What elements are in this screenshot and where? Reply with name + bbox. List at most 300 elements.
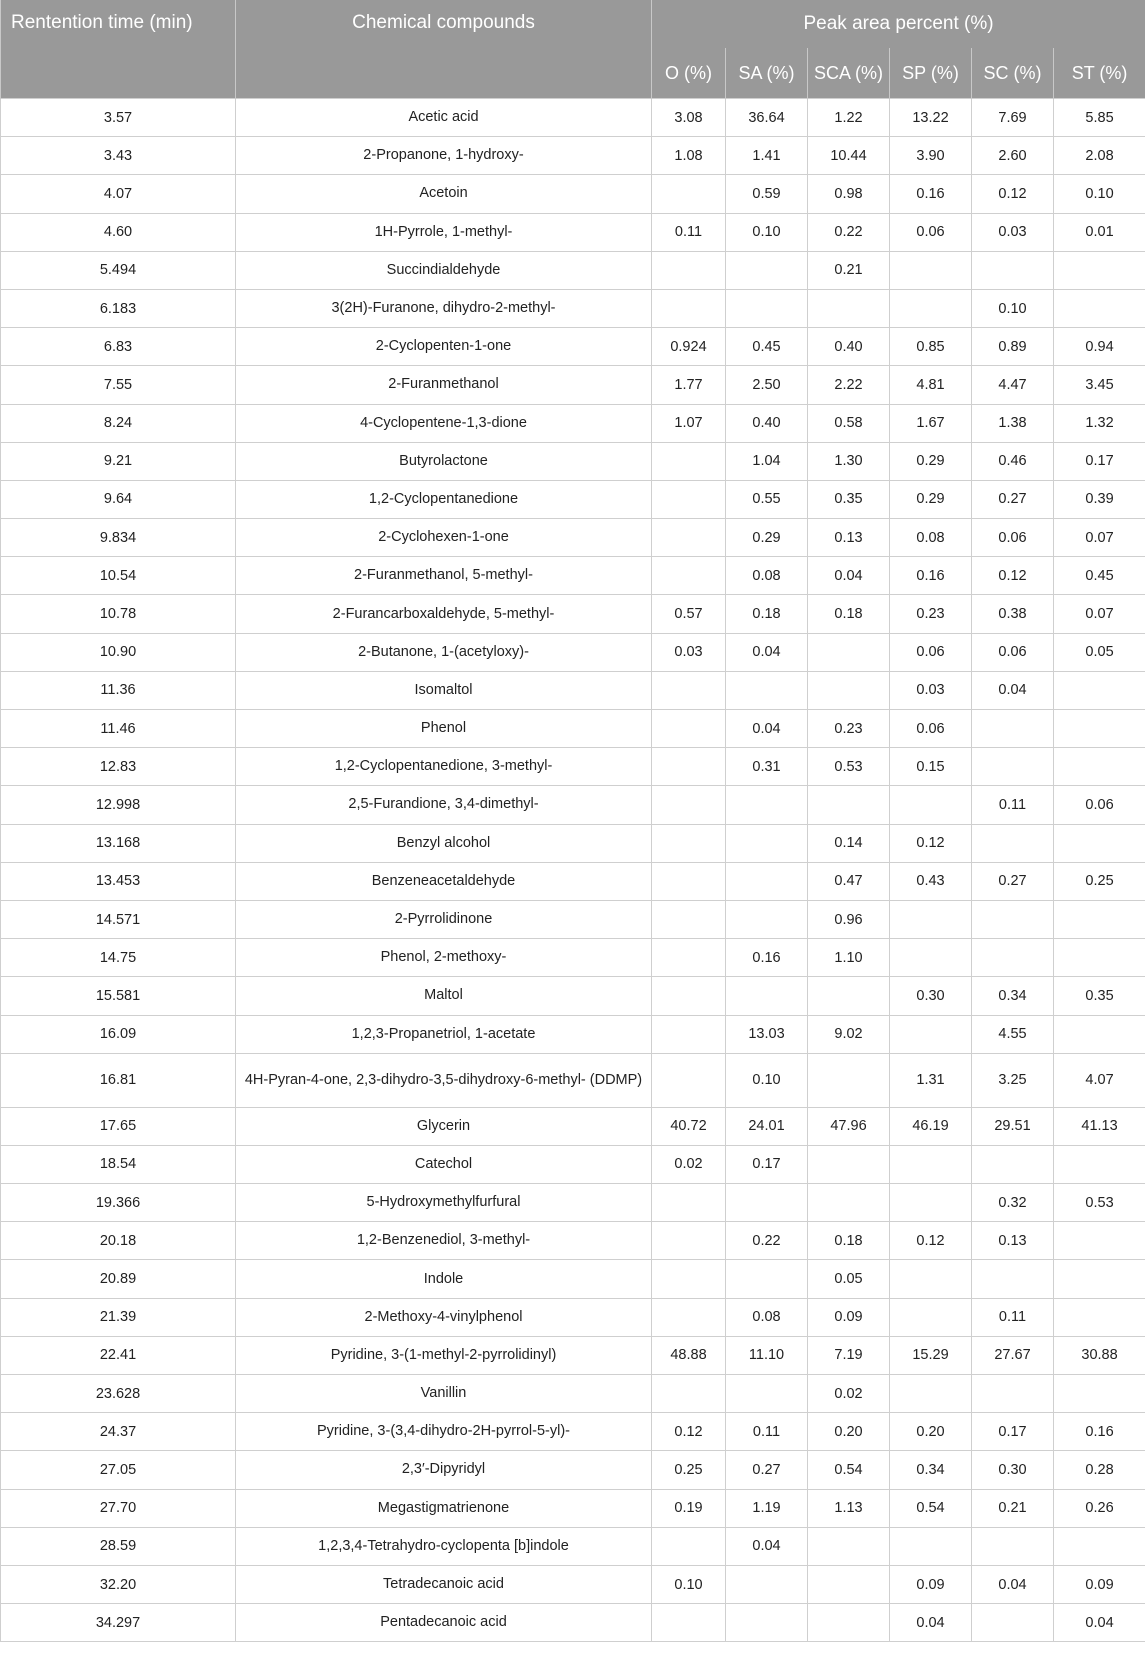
value-cell-o: [652, 786, 726, 824]
compound-cell: 2-Butanone, 1-(acetyloxy)-: [236, 633, 652, 671]
value-cell-o: [652, 480, 726, 518]
value-cell-sp: [890, 1527, 972, 1565]
value-cell-st: [1054, 748, 1145, 786]
compound-cell: Indole: [236, 1260, 652, 1298]
table-row: [1, 442, 1145, 480]
compound-cell: Pyridine, 3-(1-methyl-2-pyrrolidinyl): [236, 1336, 652, 1374]
value-cell-st: [1054, 710, 1145, 748]
value-cell-sca: [808, 1053, 890, 1107]
table-row: [1, 748, 1145, 786]
value-cell-o: [652, 977, 726, 1015]
table-row: [1, 786, 1145, 824]
value-cell-sa: 0.55: [726, 480, 808, 518]
compound-cell: 3(2H)-Furanone, dihydro-2-methyl-: [236, 289, 652, 327]
value-cell-sca: 0.96: [808, 900, 890, 938]
value-cell-sca: 0.04: [808, 557, 890, 595]
value-cell-sca: [808, 1565, 890, 1603]
compound-cell: Megastigmatrienone: [236, 1489, 652, 1527]
compound-cell: Vanillin: [236, 1375, 652, 1413]
value-cell-sp: 0.85: [890, 328, 972, 366]
value-cell-sa: 36.64: [726, 99, 808, 137]
value-cell-sp: 0.06: [890, 633, 972, 671]
value-cell-sp: [890, 1260, 972, 1298]
table-row: [1, 99, 1145, 137]
value-cell-sc: 0.13: [972, 1222, 1054, 1260]
value-cell-sca: 0.09: [808, 1298, 890, 1336]
value-cell-sp: 13.22: [890, 99, 972, 137]
value-cell-sa: 13.03: [726, 1015, 808, 1053]
table-body: [1, 99, 1145, 1642]
value-cell-st: [1054, 1145, 1145, 1183]
compound-cell: Pentadecanoic acid: [236, 1604, 652, 1642]
value-cell-st: 0.06: [1054, 786, 1145, 824]
table-row: [1, 710, 1145, 748]
value-cell-sca: [808, 289, 890, 327]
value-cell-sca: 47.96: [808, 1107, 890, 1145]
retention-time-cell: 5.494: [1, 251, 236, 289]
retention-time-cell: 7.55: [1, 366, 236, 404]
compound-cell: Benzyl alcohol: [236, 824, 652, 862]
retention-time-cell: 9.21: [1, 442, 236, 480]
retention-time-cell: 20.89: [1, 1260, 236, 1298]
retention-time-cell: 9.834: [1, 519, 236, 557]
value-cell-sa: [726, 1184, 808, 1222]
compound-cell: Tetradecanoic acid: [236, 1565, 652, 1603]
value-cell-st: 0.39: [1054, 480, 1145, 518]
retention-time-cell: 11.36: [1, 671, 236, 709]
value-cell-sa: 1.19: [726, 1489, 808, 1527]
value-cell-st: 0.28: [1054, 1451, 1145, 1489]
value-cell-sc: 0.04: [972, 671, 1054, 709]
value-cell-sc: 3.25: [972, 1053, 1054, 1107]
value-cell-sp: 0.08: [890, 519, 972, 557]
retention-time-cell: 20.18: [1, 1222, 236, 1260]
value-cell-sa: 0.40: [726, 404, 808, 442]
retention-time-cell: 12.998: [1, 786, 236, 824]
value-cell-sp: 0.54: [890, 1489, 972, 1527]
value-cell-sca: 0.02: [808, 1375, 890, 1413]
value-cell-o: [652, 671, 726, 709]
compound-cell: 5-Hydroxymethylfurfural: [236, 1184, 652, 1222]
retention-time-cell: 34.297: [1, 1604, 236, 1642]
compound-cell: 2-Methoxy-4-vinylphenol: [236, 1298, 652, 1336]
compound-cell: 2,3′-Dipyridyl: [236, 1451, 652, 1489]
retention-time-cell: 4.60: [1, 213, 236, 251]
peak-area-header: Peak area percent (%): [652, 0, 1145, 48]
value-cell-o: 0.19: [652, 1489, 726, 1527]
retention-time-cell: 10.78: [1, 595, 236, 633]
compound-cell: Succindialdehyde: [236, 251, 652, 289]
value-cell-sc: 0.10: [972, 289, 1054, 327]
value-cell-sp: 0.43: [890, 862, 972, 900]
table-row: [1, 366, 1145, 404]
value-cell-sp: 0.12: [890, 1222, 972, 1260]
value-cell-o: 0.924: [652, 328, 726, 366]
value-cell-sca: [808, 1527, 890, 1565]
value-cell-sc: 29.51: [972, 1107, 1054, 1145]
value-cell-sca: 7.19: [808, 1336, 890, 1374]
compound-cell: 2-Cyclopenten-1-one: [236, 328, 652, 366]
value-cell-sc: 0.27: [972, 480, 1054, 518]
value-cell-sca: 0.53: [808, 748, 890, 786]
value-cell-sp: 4.81: [890, 366, 972, 404]
value-cell-sc: [972, 939, 1054, 977]
value-cell-st: 3.45: [1054, 366, 1145, 404]
table-row: [1, 1413, 1145, 1451]
value-cell-sca: 0.40: [808, 328, 890, 366]
value-cell-sa: 0.04: [726, 633, 808, 671]
table-row: [1, 1107, 1145, 1145]
chemical-compounds-header: Chemical compounds: [236, 0, 652, 99]
value-cell-st: [1054, 671, 1145, 709]
table-row: [1, 1015, 1145, 1053]
retention-time-cell: 6.83: [1, 328, 236, 366]
value-cell-sa: [726, 251, 808, 289]
value-cell-o: 0.11: [652, 213, 726, 251]
value-cell-sp: 0.20: [890, 1413, 972, 1451]
value-cell-sc: 0.06: [972, 519, 1054, 557]
value-cell-o: 48.88: [652, 1336, 726, 1374]
value-cell-sc: 7.69: [972, 99, 1054, 137]
value-cell-st: 0.07: [1054, 595, 1145, 633]
retention-time-cell: 14.571: [1, 900, 236, 938]
value-cell-o: [652, 289, 726, 327]
value-cell-o: 40.72: [652, 1107, 726, 1145]
value-cell-sp: 0.06: [890, 710, 972, 748]
value-cell-sc: 0.32: [972, 1184, 1054, 1222]
value-cell-sc: 0.34: [972, 977, 1054, 1015]
table-row: [1, 900, 1145, 938]
value-cell-sca: 0.14: [808, 824, 890, 862]
value-cell-st: 0.53: [1054, 1184, 1145, 1222]
retention-time-cell: 11.46: [1, 710, 236, 748]
value-cell-st: 0.07: [1054, 519, 1145, 557]
value-cell-st: 0.10: [1054, 175, 1145, 213]
value-cell-o: 3.08: [652, 99, 726, 137]
value-cell-o: [652, 824, 726, 862]
value-cell-sp: 0.16: [890, 175, 972, 213]
value-cell-st: [1054, 1375, 1145, 1413]
value-cell-o: [652, 1260, 726, 1298]
value-cell-sa: 0.59: [726, 175, 808, 213]
table-row: [1, 1184, 1145, 1222]
value-cell-st: [1054, 1298, 1145, 1336]
value-cell-o: [652, 519, 726, 557]
col-header-o: O (%): [652, 48, 726, 99]
value-cell-o: [652, 862, 726, 900]
retention-time-cell: 16.09: [1, 1015, 236, 1053]
value-cell-sc: [972, 710, 1054, 748]
value-cell-o: [652, 1053, 726, 1107]
value-cell-sa: 0.08: [726, 557, 808, 595]
value-cell-sc: [972, 748, 1054, 786]
value-cell-st: 0.35: [1054, 977, 1145, 1015]
compound-cell: 1,2-Cyclopentanedione: [236, 480, 652, 518]
value-cell-sca: [808, 977, 890, 1015]
table-row: [1, 1222, 1145, 1260]
value-cell-sp: [890, 1145, 972, 1183]
value-cell-o: [652, 748, 726, 786]
retention-time-cell: 32.20: [1, 1565, 236, 1603]
value-cell-st: 0.04: [1054, 1604, 1145, 1642]
value-cell-sc: 0.30: [972, 1451, 1054, 1489]
value-cell-sc: 0.04: [972, 1565, 1054, 1603]
value-cell-sa: [726, 900, 808, 938]
value-cell-sca: 0.47: [808, 862, 890, 900]
value-cell-o: 0.25: [652, 1451, 726, 1489]
value-cell-sc: [972, 1375, 1054, 1413]
value-cell-o: [652, 442, 726, 480]
value-cell-sca: 0.18: [808, 595, 890, 633]
compound-cell: 2-Cyclohexen-1-one: [236, 519, 652, 557]
value-cell-sca: 10.44: [808, 137, 890, 175]
value-cell-sc: 0.11: [972, 1298, 1054, 1336]
table-header: [1, 0, 1145, 99]
value-cell-o: [652, 1184, 726, 1222]
value-cell-sc: 27.67: [972, 1336, 1054, 1374]
compound-cell: Phenol: [236, 710, 652, 748]
value-cell-sca: 0.21: [808, 251, 890, 289]
retention-time-header: Rentention time (min): [1, 0, 236, 99]
table-row: [1, 1053, 1145, 1107]
value-cell-st: 4.07: [1054, 1053, 1145, 1107]
value-cell-sc: 0.06: [972, 633, 1054, 671]
retention-time-cell: 3.43: [1, 137, 236, 175]
col-header-sc: SC (%): [972, 48, 1054, 99]
value-cell-sca: 0.18: [808, 1222, 890, 1260]
col-header-sa: SA (%): [726, 48, 808, 99]
value-cell-st: 5.85: [1054, 99, 1145, 137]
value-cell-sp: 0.29: [890, 442, 972, 480]
value-cell-o: [652, 1222, 726, 1260]
table-row: [1, 633, 1145, 671]
table-row: [1, 939, 1145, 977]
retention-time-cell: 27.70: [1, 1489, 236, 1527]
value-cell-o: 1.77: [652, 366, 726, 404]
value-cell-sc: [972, 1527, 1054, 1565]
compound-cell: Maltol: [236, 977, 652, 1015]
retention-time-cell: 15.581: [1, 977, 236, 1015]
retention-time-cell: 27.05: [1, 1451, 236, 1489]
value-cell-sc: [972, 900, 1054, 938]
table-row: [1, 824, 1145, 862]
value-cell-sca: 0.13: [808, 519, 890, 557]
value-cell-sp: [890, 939, 972, 977]
compound-cell: 4-Cyclopentene-1,3-dione: [236, 404, 652, 442]
value-cell-st: 30.88: [1054, 1336, 1145, 1374]
value-cell-sa: [726, 786, 808, 824]
value-cell-sc: 0.89: [972, 328, 1054, 366]
retention-time-cell: 10.90: [1, 633, 236, 671]
retention-time-cell: 17.65: [1, 1107, 236, 1145]
value-cell-o: 1.08: [652, 137, 726, 175]
compound-cell: Pyridine, 3-(3,4-dihydro-2H-pyrrol-5-yl)-: [236, 1413, 652, 1451]
value-cell-o: [652, 557, 726, 595]
value-cell-st: [1054, 1015, 1145, 1053]
value-cell-sa: [726, 1375, 808, 1413]
value-cell-sp: 0.06: [890, 213, 972, 251]
value-cell-sa: 11.10: [726, 1336, 808, 1374]
value-cell-sp: 0.23: [890, 595, 972, 633]
value-cell-st: 0.94: [1054, 328, 1145, 366]
value-cell-sca: [808, 1145, 890, 1183]
value-cell-sc: 0.11: [972, 786, 1054, 824]
col-header-sca: SCA (%): [808, 48, 890, 99]
value-cell-sa: 1.04: [726, 442, 808, 480]
value-cell-sc: 4.47: [972, 366, 1054, 404]
table-row: [1, 328, 1145, 366]
value-cell-sc: [972, 1260, 1054, 1298]
value-cell-sca: 0.54: [808, 1451, 890, 1489]
retention-time-cell: 28.59: [1, 1527, 236, 1565]
compound-cell: Catechol: [236, 1145, 652, 1183]
value-cell-st: [1054, 289, 1145, 327]
value-cell-sa: 0.18: [726, 595, 808, 633]
value-cell-sp: 0.04: [890, 1604, 972, 1642]
retention-time-cell: 12.83: [1, 748, 236, 786]
value-cell-sp: [890, 289, 972, 327]
value-cell-st: 0.26: [1054, 1489, 1145, 1527]
value-cell-st: 0.09: [1054, 1565, 1145, 1603]
value-cell-sp: 0.12: [890, 824, 972, 862]
value-cell-sa: 0.16: [726, 939, 808, 977]
value-cell-sa: 0.10: [726, 213, 808, 251]
value-cell-sp: 1.67: [890, 404, 972, 442]
table-row: [1, 404, 1145, 442]
value-cell-sc: [972, 251, 1054, 289]
value-cell-st: [1054, 824, 1145, 862]
value-cell-st: 0.01: [1054, 213, 1145, 251]
retention-time-cell: 13.453: [1, 862, 236, 900]
value-cell-sa: [726, 824, 808, 862]
value-cell-st: 2.08: [1054, 137, 1145, 175]
value-cell-sc: 0.46: [972, 442, 1054, 480]
value-cell-sp: 0.03: [890, 671, 972, 709]
value-cell-sc: [972, 1145, 1054, 1183]
value-cell-sca: 0.35: [808, 480, 890, 518]
compound-cell: 1,2,3-Propanetriol, 1-acetate: [236, 1015, 652, 1053]
value-cell-st: [1054, 939, 1145, 977]
table-row: [1, 1375, 1145, 1413]
compound-cell: 2-Furanmethanol: [236, 366, 652, 404]
value-cell-sca: 0.05: [808, 1260, 890, 1298]
value-cell-sc: 4.55: [972, 1015, 1054, 1053]
value-cell-sp: 0.15: [890, 748, 972, 786]
value-cell-sa: 0.27: [726, 1451, 808, 1489]
compound-cell: 2-Furanmethanol, 5-methyl-: [236, 557, 652, 595]
retention-time-cell: 6.183: [1, 289, 236, 327]
value-cell-sc: 0.27: [972, 862, 1054, 900]
value-cell-sp: [890, 786, 972, 824]
value-cell-st: 0.25: [1054, 862, 1145, 900]
retention-time-cell: 4.07: [1, 175, 236, 213]
value-cell-sca: 2.22: [808, 366, 890, 404]
value-cell-sa: 0.31: [726, 748, 808, 786]
value-cell-sp: 46.19: [890, 1107, 972, 1145]
value-cell-sa: 24.01: [726, 1107, 808, 1145]
compound-cell: Glycerin: [236, 1107, 652, 1145]
value-cell-o: [652, 939, 726, 977]
value-cell-sca: 1.10: [808, 939, 890, 977]
value-cell-st: [1054, 1222, 1145, 1260]
value-cell-sc: 0.03: [972, 213, 1054, 251]
table-row: [1, 977, 1145, 1015]
value-cell-sa: 0.11: [726, 1413, 808, 1451]
value-cell-sca: [808, 786, 890, 824]
value-cell-st: [1054, 1260, 1145, 1298]
value-cell-sc: [972, 1604, 1054, 1642]
value-cell-sp: [890, 1015, 972, 1053]
table-row: [1, 1565, 1145, 1603]
value-cell-o: 0.57: [652, 595, 726, 633]
table-row: [1, 1260, 1145, 1298]
retention-time-cell: 9.64: [1, 480, 236, 518]
value-cell-sp: [890, 1184, 972, 1222]
value-cell-sa: 0.17: [726, 1145, 808, 1183]
table-row: [1, 1489, 1145, 1527]
value-cell-st: 0.16: [1054, 1413, 1145, 1451]
retention-time-cell: 10.54: [1, 557, 236, 595]
value-cell-sp: 3.90: [890, 137, 972, 175]
compound-cell: Acetoin: [236, 175, 652, 213]
value-cell-sp: 0.09: [890, 1565, 972, 1603]
value-cell-sca: [808, 1184, 890, 1222]
value-cell-st: 0.17: [1054, 442, 1145, 480]
retention-time-cell: 19.366: [1, 1184, 236, 1222]
retention-time-cell: 16.81: [1, 1053, 236, 1107]
value-cell-sp: 1.31: [890, 1053, 972, 1107]
value-cell-sca: 0.22: [808, 213, 890, 251]
value-cell-o: 0.02: [652, 1145, 726, 1183]
table-row: [1, 251, 1145, 289]
value-cell-o: [652, 900, 726, 938]
table-row: [1, 480, 1145, 518]
table-row: [1, 595, 1145, 633]
value-cell-sa: [726, 289, 808, 327]
value-cell-sc: 0.38: [972, 595, 1054, 633]
value-cell-o: [652, 251, 726, 289]
value-cell-o: [652, 1527, 726, 1565]
value-cell-o: 0.12: [652, 1413, 726, 1451]
value-cell-st: [1054, 251, 1145, 289]
value-cell-sa: 0.04: [726, 710, 808, 748]
value-cell-sc: 0.17: [972, 1413, 1054, 1451]
value-cell-o: [652, 1298, 726, 1336]
compound-cell: 4H-Pyran-4-one, 2,3-dihydro-3,5-dihydroxy-6-methyl- (DDMP): [236, 1053, 652, 1107]
table-row: [1, 137, 1145, 175]
value-cell-sca: 0.23: [808, 710, 890, 748]
value-cell-st: 41.13: [1054, 1107, 1145, 1145]
value-cell-sca: 0.58: [808, 404, 890, 442]
value-cell-sp: 0.16: [890, 557, 972, 595]
retention-time-cell: 14.75: [1, 939, 236, 977]
value-cell-o: [652, 1375, 726, 1413]
retention-time-cell: 13.168: [1, 824, 236, 862]
value-cell-sca: [808, 671, 890, 709]
value-cell-sa: 0.10: [726, 1053, 808, 1107]
compound-cell: 2,5-Furandione, 3,4-dimethyl-: [236, 786, 652, 824]
compound-cell: 1H-Pyrrole, 1-methyl-: [236, 213, 652, 251]
table-row: [1, 1451, 1145, 1489]
value-cell-sc: 0.12: [972, 175, 1054, 213]
value-cell-o: [652, 175, 726, 213]
value-cell-st: [1054, 900, 1145, 938]
retention-time-cell: 8.24: [1, 404, 236, 442]
value-cell-sp: 15.29: [890, 1336, 972, 1374]
value-cell-o: 0.10: [652, 1565, 726, 1603]
value-cell-sa: 2.50: [726, 366, 808, 404]
retention-time-cell: 23.628: [1, 1375, 236, 1413]
